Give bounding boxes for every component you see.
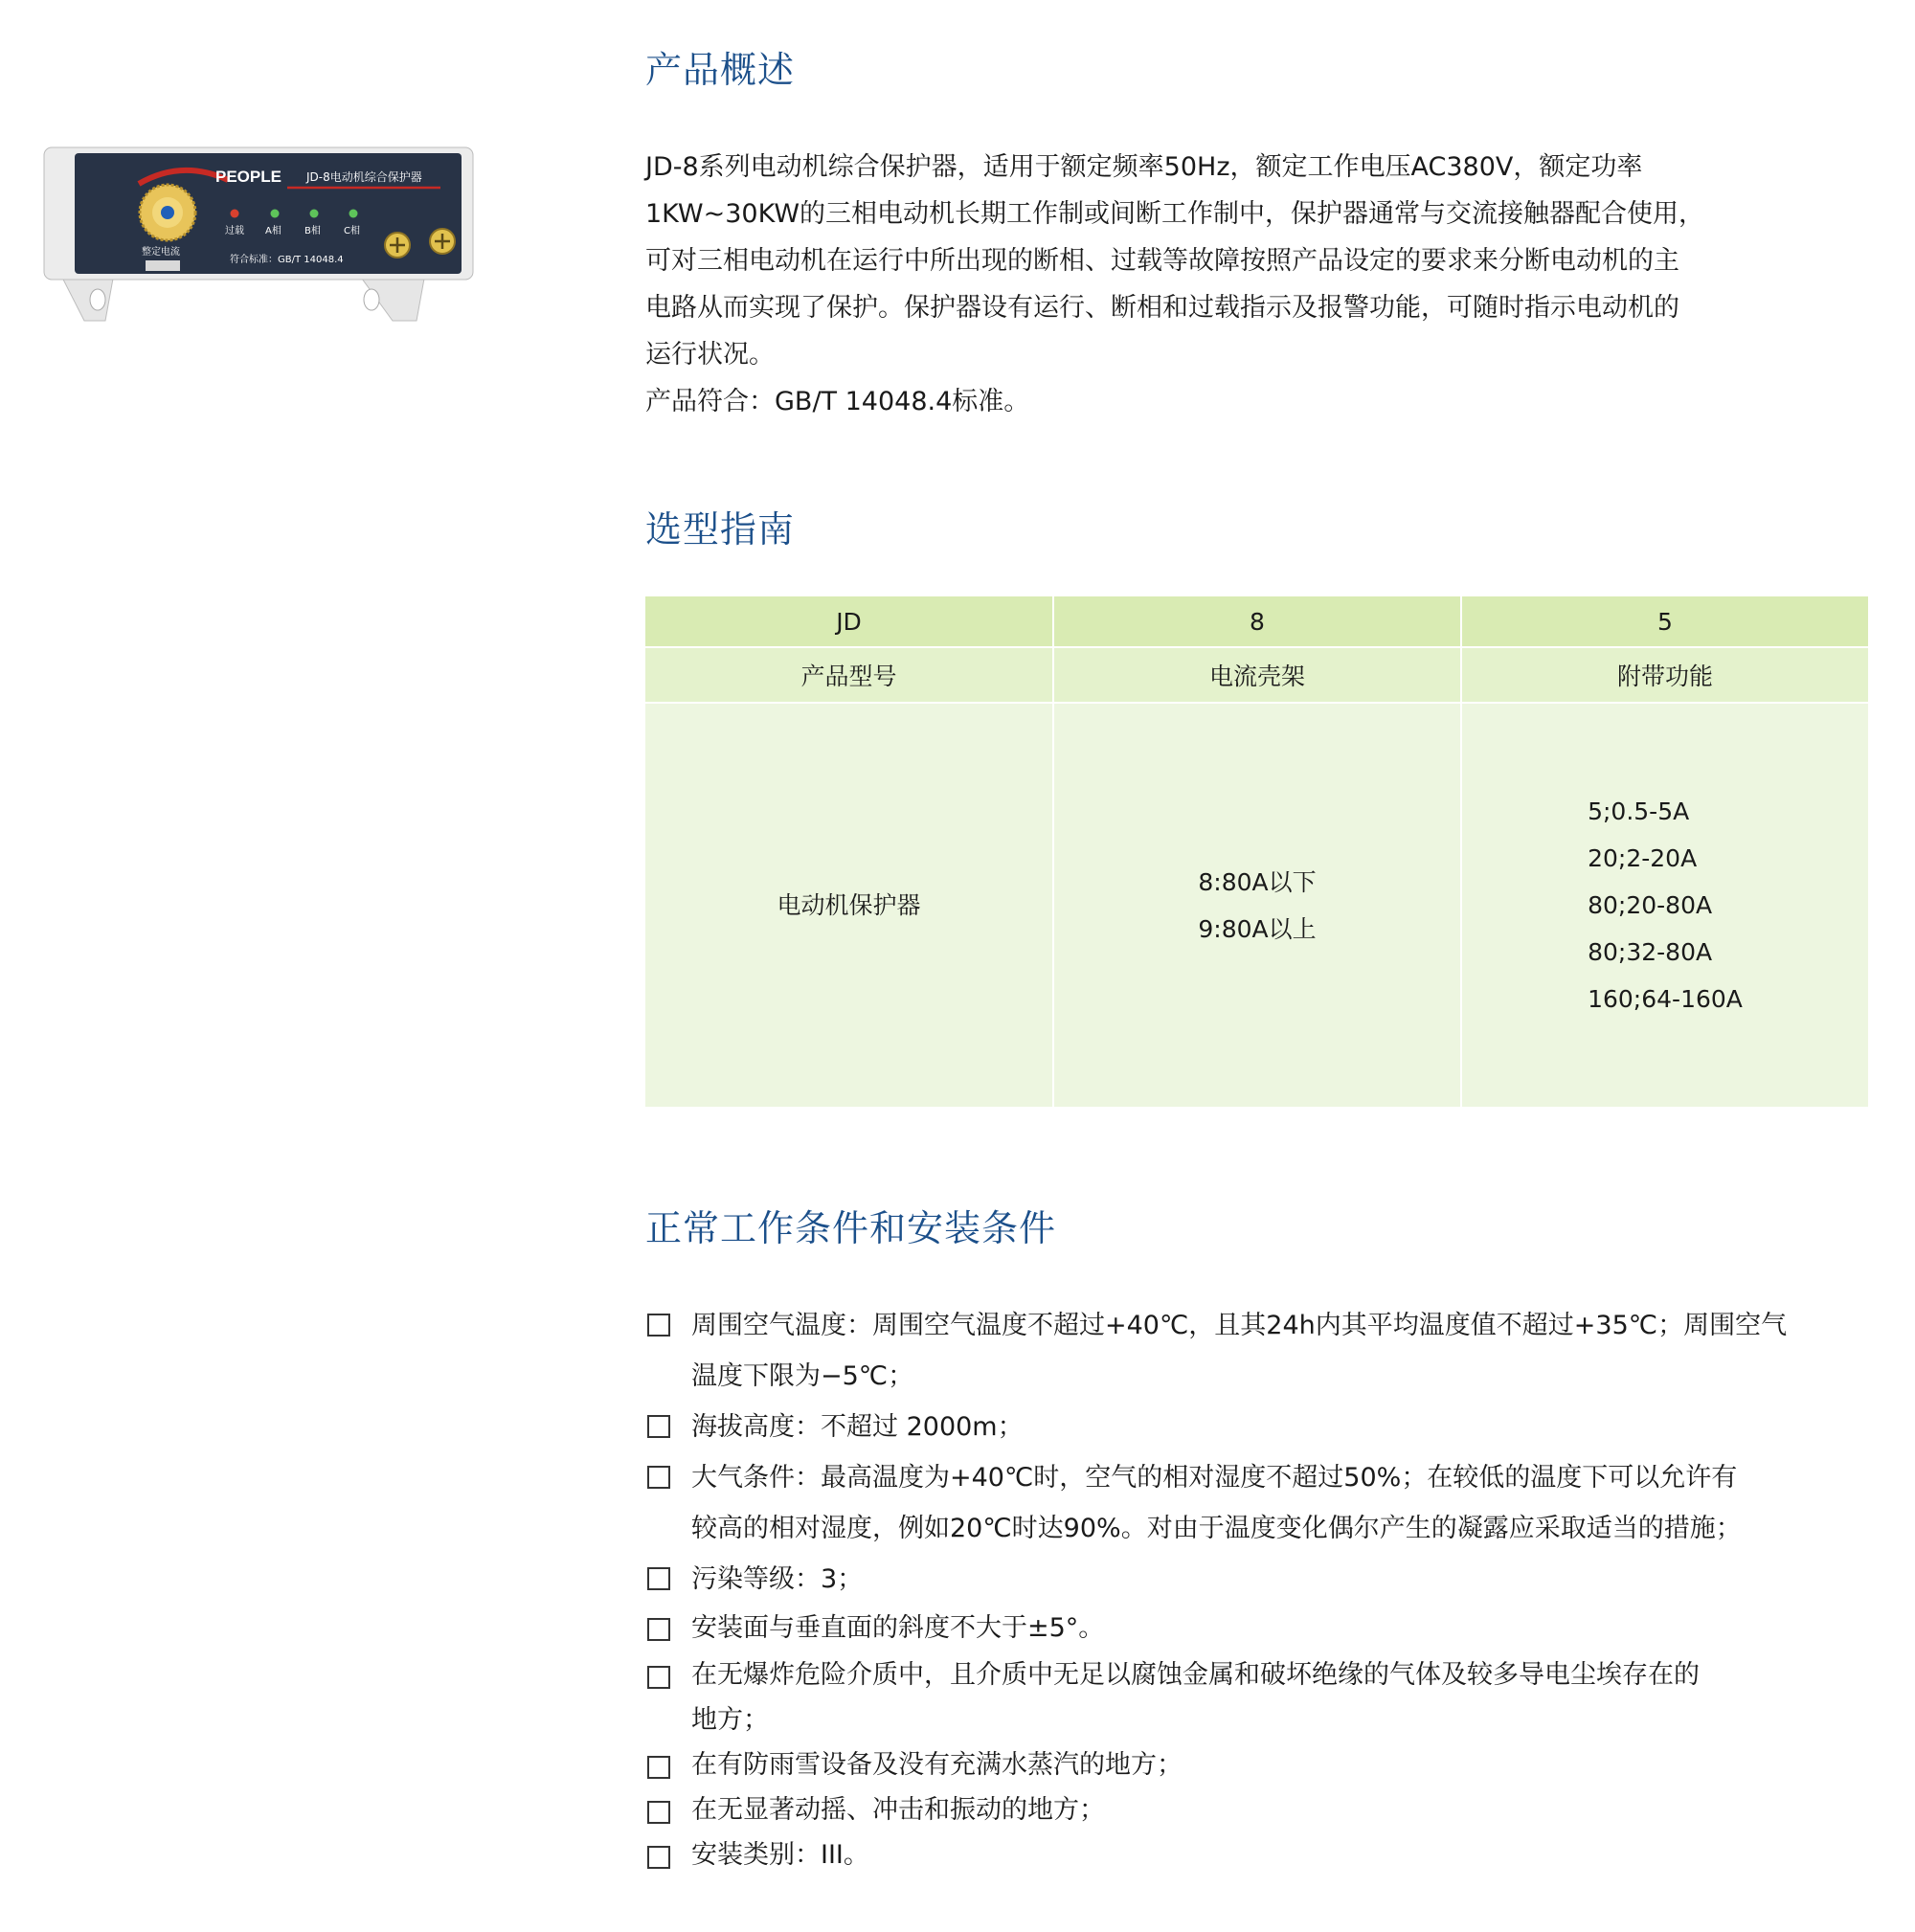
brand-logo-text: PEOPLE	[215, 168, 282, 186]
conditions-heading: 正常工作条件和安装条件	[645, 1207, 1057, 1249]
checkbox-square-icon	[647, 1618, 670, 1641]
indicator-label-a: A相	[265, 226, 282, 236]
code-cell-frame: 8	[1053, 596, 1461, 647]
phase-b-led	[310, 210, 319, 218]
frame-values	[1198, 859, 1316, 953]
checkbox-square-icon	[647, 1756, 670, 1779]
condition-line: 安装类别：III。	[691, 1840, 869, 1870]
overview-line: 电路从而实现了保护。保护器设有运行、断相和过载指示及报警功能，可随时指示电动机的	[645, 293, 1679, 323]
list-item	[645, 1554, 1909, 1605]
condition-line: 温度下限为−5℃；	[691, 1361, 914, 1391]
overview-line: 运行状况。	[645, 340, 775, 370]
condition-line: 大气条件：最高温度为+40℃时，空气的相对湿度不超过50%；在较低的温度下可以允许有	[691, 1463, 1738, 1493]
overview-standard-line: 产品符合：GB/T 14048.4标准。	[645, 387, 1030, 416]
protector-device-illustration	[38, 144, 479, 326]
dial-label: 整定电流	[142, 247, 180, 258]
overview-text	[645, 144, 1881, 425]
list-item	[645, 1402, 1909, 1452]
list-item	[645, 1300, 1909, 1402]
phase-a-led	[271, 210, 280, 218]
condition-line: 地方；	[691, 1705, 769, 1735]
list-item	[645, 1787, 1909, 1832]
checkbox-square-icon	[647, 1666, 670, 1689]
condition-line: 周围空气温度：周围空气温度不超过+40℃，且其24h内其平均温度值不超过+35℃；周围空气	[691, 1311, 1788, 1340]
function-value: 80;32-80A	[1588, 938, 1713, 966]
overview-line: 可对三相电动机在运行中所出现的断相、过载等故障按照产品设定的要求来分断电动机的主	[645, 246, 1679, 276]
overload-led	[231, 210, 239, 218]
frame-value: 9:80A以上	[1198, 914, 1317, 943]
table-code-row	[645, 596, 1868, 647]
checkbox-square-icon	[647, 1801, 670, 1824]
function-value: 20;2-20A	[1588, 844, 1698, 872]
selection-table	[645, 596, 1868, 1109]
overview-heading: 产品概述	[645, 49, 796, 91]
condition-line: 在无爆炸危险介质中，且介质中无足以腐蚀金属和破坏绝缘的气体及较多导电尘埃存在的	[691, 1660, 1700, 1690]
condition-line: 较高的相对湿度，例如20℃时达90%。对由于温度变化偶尔产生的凝露应采取适当的措施；	[691, 1514, 1742, 1543]
body-cell-model	[645, 703, 1053, 1108]
list-item	[645, 1452, 1909, 1554]
list-item	[645, 1742, 1909, 1787]
indicator-label-b: B相	[304, 226, 321, 236]
table-body-row	[645, 703, 1868, 1108]
frame-value: 8:80A以下	[1198, 867, 1317, 896]
list-item	[645, 1605, 1909, 1652]
indicator-label-c: C相	[344, 226, 360, 236]
condition-line: 在有防雨雪设备及没有充满水蒸汽的地方；	[691, 1750, 1183, 1780]
code-cell-function: 5	[1461, 596, 1868, 647]
body-cell-current-frame	[1053, 703, 1461, 1108]
condition-line: 污染等级：3；	[691, 1564, 864, 1594]
model-values	[777, 882, 920, 929]
indicator-label-overload: 过载	[225, 226, 244, 236]
condition-line: 海拔高度：不超过 2000m；	[691, 1412, 1024, 1442]
list-item	[645, 1652, 1909, 1742]
function-value: 160;64-160A	[1588, 985, 1743, 1013]
overview-line: JD-8系列电动机综合保护器，适用于额定频率50Hz，额定工作电压AC380V，额定功率	[645, 152, 1643, 182]
current-adjust-dial	[140, 185, 195, 240]
phase-c-led	[349, 210, 358, 218]
device-standard-label: 符合标准：GB/T 14048.4	[230, 255, 344, 265]
function-value: 80;20-80A	[1588, 891, 1713, 919]
conditions-list	[645, 1300, 1909, 1877]
checkbox-square-icon	[647, 1567, 670, 1590]
device-model-label: JD-8电动机综合保护器	[306, 170, 422, 184]
condition-line: 在无显著动摇、冲击和振动的地方；	[691, 1795, 1105, 1825]
checkbox-square-icon	[647, 1846, 670, 1869]
function-value: 5;0.5-5A	[1588, 798, 1690, 825]
code-cell-series: JD	[645, 596, 1053, 647]
product-image	[38, 144, 479, 326]
checkbox-square-icon	[647, 1466, 670, 1489]
model-value: 电动机保护器	[777, 891, 921, 919]
list-item	[645, 1832, 1909, 1877]
checkbox-square-icon	[647, 1415, 670, 1438]
selection-guide-heading: 选型指南	[645, 508, 796, 550]
checkbox-square-icon	[647, 1314, 670, 1337]
function-values	[1588, 788, 1743, 1022]
table-label-row	[645, 647, 1868, 703]
label-cell-current-frame: 电流壳架	[1053, 647, 1461, 703]
label-cell-extra-function: 附带功能	[1461, 647, 1868, 703]
overview-line: 1KW~30KW的三相电动机长期工作制或间断工作制中，保护器通常与交流接触器配合使用，	[645, 199, 1705, 229]
body-cell-extra-function	[1461, 703, 1868, 1108]
label-cell-model: 产品型号	[645, 647, 1053, 703]
condition-line: 安装面与垂直面的斜度不大于±5°。	[691, 1613, 1105, 1643]
